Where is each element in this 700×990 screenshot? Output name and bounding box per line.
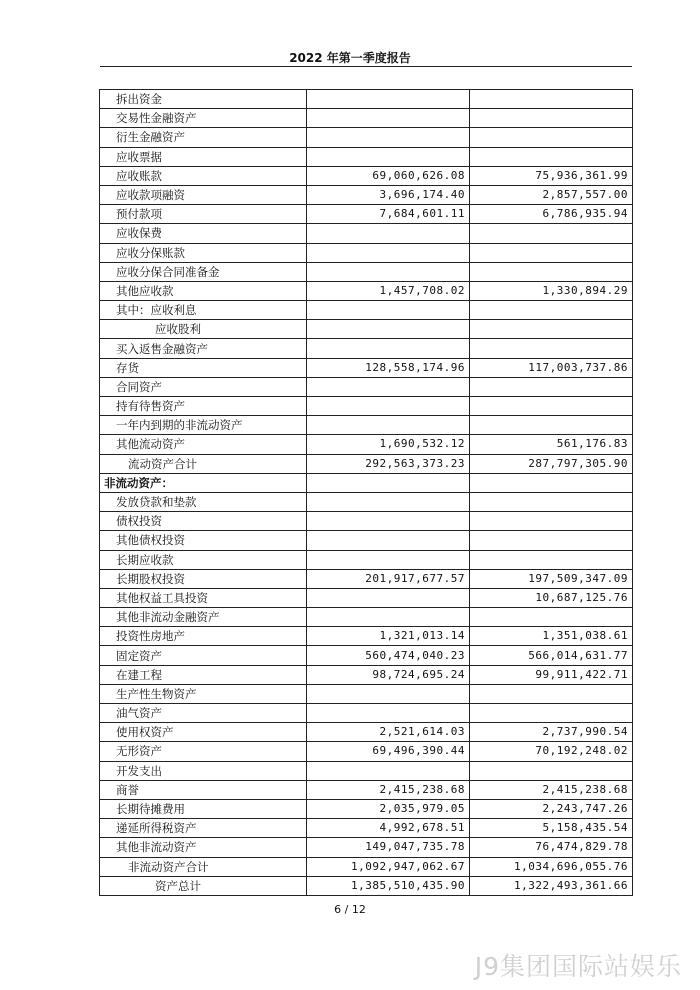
row-item-label: 存货 bbox=[100, 358, 307, 377]
row-item-label: 衍生金融资产 bbox=[100, 128, 307, 147]
row-value-previous bbox=[470, 90, 633, 109]
table-row bbox=[100, 128, 633, 147]
row-value-previous: 2,737,990.54 bbox=[470, 723, 633, 742]
table-row bbox=[100, 205, 633, 224]
row-value-current: 560,474,040.23 bbox=[307, 646, 470, 665]
table-row bbox=[100, 876, 633, 895]
header-divider bbox=[100, 66, 632, 67]
row-value-current bbox=[307, 550, 470, 569]
table-row bbox=[100, 473, 633, 492]
row-value-previous bbox=[470, 377, 633, 396]
row-item-label: 应收票据 bbox=[100, 147, 307, 166]
row-item-label: 其他非流动资产 bbox=[100, 838, 307, 857]
row-item-label: 其他应收款 bbox=[100, 281, 307, 300]
row-value-current bbox=[307, 761, 470, 780]
row-item-label: 应收账款 bbox=[100, 166, 307, 185]
row-item-label: 合同资产 bbox=[100, 377, 307, 396]
table-row bbox=[100, 665, 633, 684]
row-value-previous bbox=[470, 397, 633, 416]
row-value-current bbox=[307, 684, 470, 703]
row-value-previous: 1,034,696,055.76 bbox=[470, 857, 633, 876]
table-row bbox=[100, 339, 633, 358]
row-value-current: 149,047,735.78 bbox=[307, 838, 470, 857]
row-value-previous: 10,687,125.76 bbox=[470, 588, 633, 607]
table-row bbox=[100, 301, 633, 320]
table-row bbox=[100, 166, 633, 185]
row-value-previous: 99,911,422.71 bbox=[470, 665, 633, 684]
row-item-label: 资产总计 bbox=[100, 876, 307, 895]
table-row bbox=[100, 531, 633, 550]
table-row bbox=[100, 262, 633, 281]
row-value-current: 292,563,373.23 bbox=[307, 454, 470, 473]
row-value-current bbox=[307, 492, 470, 511]
table-row bbox=[100, 704, 633, 723]
watermark-text: J9集团国际站娱乐 bbox=[474, 952, 682, 981]
table-row bbox=[100, 147, 633, 166]
page-header-title: 2022 年第一季度报告 bbox=[289, 51, 411, 65]
table-row bbox=[100, 857, 633, 876]
row-item-label: 长期应收款 bbox=[100, 550, 307, 569]
row-item-label: 应收股利 bbox=[100, 320, 307, 339]
row-value-current: 1,457,708.02 bbox=[307, 281, 470, 300]
row-item-label: 买入返售金融资产 bbox=[100, 339, 307, 358]
row-item-label: 在建工程 bbox=[100, 665, 307, 684]
table-row bbox=[100, 819, 633, 838]
row-item-label: 交易性金融资产 bbox=[100, 109, 307, 128]
row-value-previous bbox=[470, 128, 633, 147]
row-item-label: 应收分保合同准备金 bbox=[100, 262, 307, 281]
row-item-label: 商誉 bbox=[100, 780, 307, 799]
row-item-label: 其他权益工具投资 bbox=[100, 588, 307, 607]
row-item-label: 长期股权投资 bbox=[100, 569, 307, 588]
row-value-current bbox=[307, 512, 470, 531]
row-item-label: 拆出资金 bbox=[100, 90, 307, 109]
row-value-current: 4,992,678.51 bbox=[307, 819, 470, 838]
table-row bbox=[100, 627, 633, 646]
row-value-current bbox=[307, 704, 470, 723]
row-value-previous bbox=[470, 550, 633, 569]
row-value-previous bbox=[470, 301, 633, 320]
row-value-previous bbox=[470, 339, 633, 358]
row-value-current bbox=[307, 128, 470, 147]
row-item-label: 其他债权投资 bbox=[100, 531, 307, 550]
row-item-label: 递延所得税资产 bbox=[100, 819, 307, 838]
table-row bbox=[100, 281, 633, 300]
row-value-previous: 197,509,347.09 bbox=[470, 569, 633, 588]
table-row bbox=[100, 723, 633, 742]
row-value-previous: 117,003,737.86 bbox=[470, 358, 633, 377]
table-row bbox=[100, 492, 633, 511]
row-item-label: 非流动资产： bbox=[100, 473, 307, 492]
row-item-label: 应收保费 bbox=[100, 224, 307, 243]
table-row bbox=[100, 646, 633, 665]
row-value-previous bbox=[470, 243, 633, 262]
row-value-previous bbox=[470, 473, 633, 492]
row-item-label: 长期待摊费用 bbox=[100, 799, 307, 818]
row-value-previous bbox=[470, 608, 633, 627]
row-value-current: 98,724,695.24 bbox=[307, 665, 470, 684]
table-row bbox=[100, 569, 633, 588]
row-item-label: 非流动资产合计 bbox=[100, 857, 307, 876]
table-row bbox=[100, 243, 633, 262]
row-item-label: 开发支出 bbox=[100, 761, 307, 780]
table-row bbox=[100, 799, 633, 818]
row-item-label: 债权投资 bbox=[100, 512, 307, 531]
row-value-previous: 75,936,361.99 bbox=[470, 166, 633, 185]
row-value-previous: 566,014,631.77 bbox=[470, 646, 633, 665]
row-value-previous: 1,322,493,361.66 bbox=[470, 876, 633, 895]
row-item-label: 持有待售资产 bbox=[100, 397, 307, 416]
row-value-current: 69,496,390.44 bbox=[307, 742, 470, 761]
row-value-previous bbox=[470, 531, 633, 550]
row-value-previous: 70,192,248.02 bbox=[470, 742, 633, 761]
table-row bbox=[100, 742, 633, 761]
table-row bbox=[100, 684, 633, 703]
table-row bbox=[100, 377, 633, 396]
row-value-previous: 2,243,747.26 bbox=[470, 799, 633, 818]
row-value-previous bbox=[470, 492, 633, 511]
row-value-previous: 561,176.83 bbox=[470, 435, 633, 454]
row-value-current bbox=[307, 473, 470, 492]
table-row bbox=[100, 838, 633, 857]
table-row bbox=[100, 435, 633, 454]
table-row bbox=[100, 90, 633, 109]
row-value-current bbox=[307, 608, 470, 627]
row-item-label: 应收分保账款 bbox=[100, 243, 307, 262]
row-value-previous: 5,158,435.54 bbox=[470, 819, 633, 838]
table-row bbox=[100, 185, 633, 204]
row-item-label: 流动资产合计 bbox=[100, 454, 307, 473]
table-row bbox=[100, 109, 633, 128]
row-value-previous bbox=[470, 224, 633, 243]
row-value-previous: 2,415,238.68 bbox=[470, 780, 633, 799]
row-item-label: 预付款项 bbox=[100, 205, 307, 224]
row-value-current bbox=[307, 377, 470, 396]
table-row bbox=[100, 550, 633, 569]
row-value-previous: 1,330,894.29 bbox=[470, 281, 633, 300]
row-item-label: 固定资产 bbox=[100, 646, 307, 665]
row-item-label: 使用权资产 bbox=[100, 723, 307, 742]
row-value-current bbox=[307, 90, 470, 109]
row-item-label: 投资性房地产 bbox=[100, 627, 307, 646]
row-value-current: 1,690,532.12 bbox=[307, 435, 470, 454]
row-value-previous: 1,351,038.61 bbox=[470, 627, 633, 646]
row-value-current bbox=[307, 109, 470, 128]
row-item-label: 一年内到期的非流动资产 bbox=[100, 416, 307, 435]
row-value-current: 3,696,174.40 bbox=[307, 185, 470, 204]
row-value-current: 1,092,947,062.67 bbox=[307, 857, 470, 876]
row-item-label: 油气资产 bbox=[100, 704, 307, 723]
row-item-label: 发放贷款和垫款 bbox=[100, 492, 307, 511]
row-value-current bbox=[307, 339, 470, 358]
row-item-label: 应收款项融资 bbox=[100, 185, 307, 204]
row-value-previous bbox=[470, 147, 633, 166]
table-row bbox=[100, 588, 633, 607]
row-value-current bbox=[307, 397, 470, 416]
table-row bbox=[100, 512, 633, 531]
row-value-previous: 6,786,935.94 bbox=[470, 205, 633, 224]
row-value-current bbox=[307, 262, 470, 281]
row-value-current: 128,558,174.96 bbox=[307, 358, 470, 377]
row-value-current: 201,917,677.57 bbox=[307, 569, 470, 588]
row-item-label: 其他流动资产 bbox=[100, 435, 307, 454]
table-row bbox=[100, 780, 633, 799]
row-value-current bbox=[307, 588, 470, 607]
row-value-current: 1,321,013.14 bbox=[307, 627, 470, 646]
row-value-current: 2,415,238.68 bbox=[307, 780, 470, 799]
balance-sheet-table bbox=[99, 89, 633, 896]
row-item-label: 其中：应收利息 bbox=[100, 301, 307, 320]
page-number: 6 / 12 bbox=[334, 903, 366, 916]
table-row bbox=[100, 416, 633, 435]
row-item-label: 无形资产 bbox=[100, 742, 307, 761]
table-row bbox=[100, 224, 633, 243]
row-value-current bbox=[307, 243, 470, 262]
row-value-current: 2,521,614.03 bbox=[307, 723, 470, 742]
row-value-current bbox=[307, 531, 470, 550]
row-value-previous bbox=[470, 416, 633, 435]
table-row bbox=[100, 397, 633, 416]
row-value-previous bbox=[470, 262, 633, 281]
row-value-previous bbox=[470, 684, 633, 703]
row-item-label: 生产性生物资产 bbox=[100, 684, 307, 703]
row-value-current bbox=[307, 320, 470, 339]
row-value-current bbox=[307, 224, 470, 243]
row-value-current: 69,060,626.08 bbox=[307, 166, 470, 185]
row-value-current bbox=[307, 147, 470, 166]
row-value-current bbox=[307, 416, 470, 435]
row-item-label: 其他非流动金融资产 bbox=[100, 608, 307, 627]
row-value-previous bbox=[470, 512, 633, 531]
row-value-previous bbox=[470, 109, 633, 128]
row-value-current: 2,035,979.05 bbox=[307, 799, 470, 818]
table-row bbox=[100, 358, 633, 377]
row-value-previous: 76,474,829.78 bbox=[470, 838, 633, 857]
row-value-previous: 287,797,305.90 bbox=[470, 454, 633, 473]
row-value-current: 1,385,510,435.90 bbox=[307, 876, 470, 895]
row-value-previous bbox=[470, 320, 633, 339]
table-row bbox=[100, 454, 633, 473]
balance-sheet-body bbox=[100, 90, 633, 896]
table-row bbox=[100, 761, 633, 780]
row-value-previous bbox=[470, 704, 633, 723]
table-row bbox=[100, 320, 633, 339]
row-value-current: 7,684,601.11 bbox=[307, 205, 470, 224]
row-value-previous: 2,857,557.00 bbox=[470, 185, 633, 204]
row-value-current bbox=[307, 301, 470, 320]
row-value-previous bbox=[470, 761, 633, 780]
table-row bbox=[100, 608, 633, 627]
